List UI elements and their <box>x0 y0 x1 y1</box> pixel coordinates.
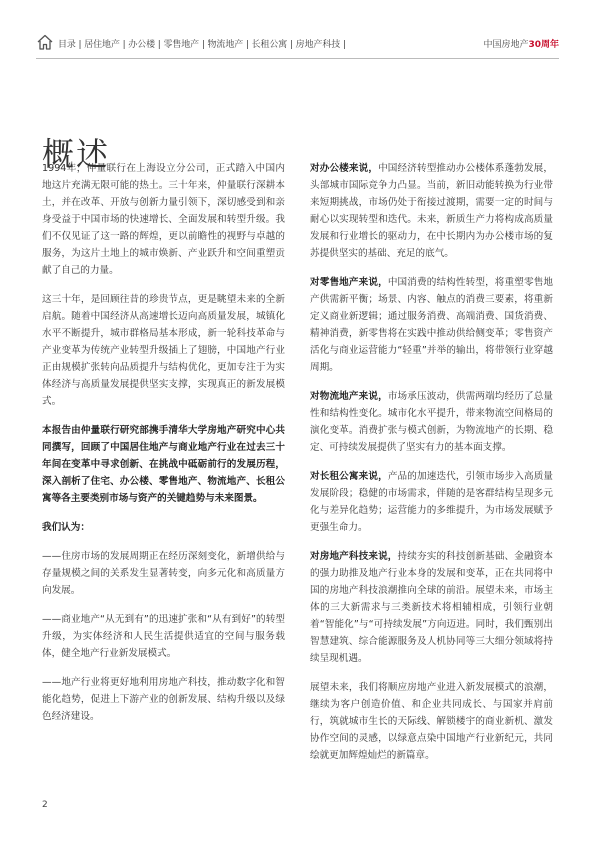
brand-label <box>483 37 559 50</box>
report-summary-paragraph: 本报告由仲量联行研究部携手清华大学房地产研究中心共同撰写，回顾了中国居住地产与商业地产行业在过去三十年间在变革中寻求创新、在挑战中砥砺前行的发展历程，深入剖析了住宅、办公楼、零售地产、物流地产、长租公寓等各主要类别市场与资产的关键趋势与未来图景。 <box>42 425 285 504</box>
left-column <box>42 160 285 737</box>
right-column <box>310 160 553 776</box>
header-divider <box>36 58 559 59</box>
page-number: 2 <box>42 800 48 810</box>
office-paragraph <box>310 160 553 262</box>
office-text: 中国经济转型推动办公楼体系蓬勃发展，头部城市国际竞争力凸显。当前，新旧动能转换为行业带来短期挑战，市场仍处于衔接过渡期，需要一定的时间与耐心以实现转型和迭代。未来，新质生产力将构成高质量发展和行业增长的驱动力，在中长期内为办公楼市场的复苏提供坚实的基础、充足的底气。 <box>310 163 554 259</box>
logistics-text: 市场承压波动，供需两端均经历了总量性和结构性变化。城市化水平提升，带来物流空间格局的演化变革。消费扩张与模式创新，为物流地产的长期、稳定、可持续发展提供了坚实有力的基本面支撑。 <box>310 391 554 453</box>
housing-market-point: ——住房市场的发展周期正在经历深刻变化，新增供给与存量规模之间的关系发生显著转变，向多元化和高质量方向发展。 <box>42 551 285 596</box>
brand-prefix: 中国房地产 <box>483 40 529 50</box>
proptech-point: ——地产行业将更好地利用房地产科技，推动数字化和智能化趋势，促进上下游产业的创新发展、结构升级以及绿色经济建设。 <box>42 677 285 722</box>
home-icon[interactable] <box>36 33 54 51</box>
proptech-label: 对房地产科技来说， <box>310 551 398 562</box>
page-header <box>36 33 559 55</box>
commercial-real-estate-point: ——商业地产“从无到有”的迅速扩张和“从有到好”的转型升级，为实体经济和人民生活提供适宜的空间与服务载体，健全地产行业新发展模式。 <box>42 614 285 659</box>
logistics-label: 对物流地产来说， <box>310 391 388 402</box>
office-label: 对办公楼来说， <box>310 163 379 174</box>
apartment-label: 对长租公寓来说， <box>310 471 388 482</box>
proptech-paragraph <box>310 548 553 667</box>
apartment-text: 产品的加速迭代，引领市场步入高质量发展阶段；稳健的市场需求，伴随的是客群结构呈现多元化与差异化趋势；运营能力的多维提升，为市场发展赋予更强生命力。 <box>310 471 554 533</box>
retail-label: 对零售地产来说， <box>310 277 388 288</box>
page-title: 概述 <box>42 135 111 174</box>
outlook-paragraph: 展望未来，我们将顺应房地产业进入新发展模式的浪潮，继续为客户创造价值、和企业共同成长、与国家并肩前行，筑就城市生长的天际线、解锁楼宇的商业新机、激发协作空间的灵感，以绿意点染中国地产行业新纪元，共同绘就更加辉煌灿烂的新篇章。 <box>310 682 553 761</box>
section-navigation[interactable]: 目录 | 居住地产 | 办公楼 | 零售地产 | 物流地产 | 长租公寓 | 房地产科技 | <box>58 40 346 50</box>
logistics-paragraph <box>310 388 553 456</box>
retail-text: 中国消费的结构性转型，将重塑零售地产供需新平衡；场景、内容、触点的消费三要素，将重新定义商业新逻辑；通过服务消费、高端消费、国货消费、精神消费，新零售将在实践中推动供给侧变革；零售资产活化与商业运营能力“轻重”并举的输出，将带领行业穿越周期。 <box>310 277 554 373</box>
we-believe-heading: 我们认为： <box>42 522 90 533</box>
thirty-years-paragraph: 这三十年，是回顾往昔的珍贵节点，更是眺望未来的全新启航。随着中国经济从高速增长迈向高质量发展，城镇化水平不断提升，城市群格局基本形成，新一轮科技革命与产业变革为传统产业转型升级插上了翅膀，中国地产行业正由规模扩张转向品质提升与结构优化，更加专注于为实体经济与高质量发展提供坚实支撑，实现真正的新发展模式。 <box>42 294 285 407</box>
intro-paragraph: 1994年，仲量联行在上海设立分公司，正式踏入中国内地这片充满无限可能的热土。三十年来，仲量联行深耕本土，并在改革、开放与创新力量引领下，深切感受到和亲身受益于中国市场的快速增长、全面发展和转型升级。我们不仅见证了这一路的辉煌，更以前瞻性的视野与卓越的服务，为这片土地上的城市焕新、产业跃升和空间重塑贡献了自己的力量。 <box>42 163 285 276</box>
retail-paragraph <box>310 274 553 376</box>
apartment-paragraph <box>310 468 553 536</box>
proptech-text: 持续夯实的科技创新基础、金融资本的强力助推及地产行业本身的发展和变革，正在共同将中国的房地产科技浪潮推向全球的前沿。展望未来，市场主体的三大新需求与三类新技术将相辅相成，引领行业朝着“智能化”与“可持续发展”方向迈进。同时，我们甄别出智慧建筑、综合能源服务及人机协同等三大细分领域将持续呈现机遇。 <box>310 551 554 664</box>
brand-anniversary: 30周年 <box>528 40 559 50</box>
